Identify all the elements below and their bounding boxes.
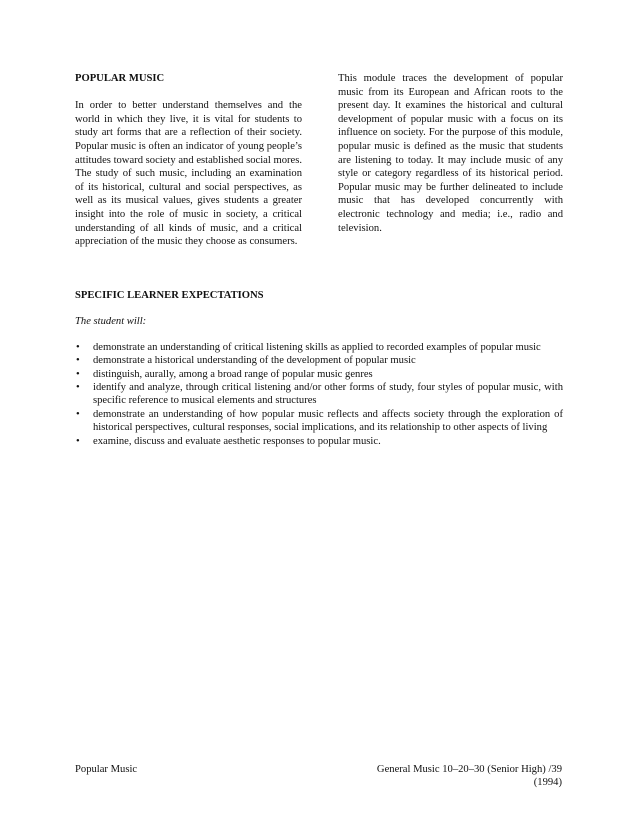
footer-page-reference: General Music 10–20–30 (Senior High) /39 <box>376 764 562 775</box>
list-item-text: demonstrate a historical understanding of the development of popular music <box>93 355 416 367</box>
bullet-icon: • <box>76 341 80 353</box>
footer-left: Popular Music <box>75 764 138 775</box>
expectations-list <box>75 341 563 448</box>
bullet-icon: • <box>76 355 80 367</box>
module-description-paragraph: This module traces the development of popular music from its European and African roots to the present day. It examines the historical and cultural development of popular music with a focus on its influence on society. For the purpose of this module, popular music is defined as the music that students are listening to today. It may include music of any style or category regardless of its historical period. Popular music may be further delineated to include music that has developed concurrently with electronic technology and media; i.e., radio and television. <box>338 73 563 234</box>
bullet-icon: • <box>76 435 80 447</box>
list-item-text: demonstrate an understanding of how popular music reflects and affects society through the exploration of historical perspectives, cultural responses, social implications, and its relationship to other aspects of living <box>93 408 563 434</box>
left-column <box>75 72 302 249</box>
expectations-title: SPECIFIC LEARNER EXPECTATIONS <box>75 290 264 301</box>
intro-paragraph: In order to better understand themselves and the world in which they live, it is vital for students to study art forms that are a reflection of their society. Popular music is often an indicator of young people’s attitudes toward society and established social mores. The study of such music, including an examination of its historical, cultural and social perspectives, as well as its musical values, gives students a greater insight into the role of music in society, a critical understanding of all kinds of music, and a critical appreciation of the music they choose as consumers. <box>75 100 302 248</box>
right-column <box>338 72 563 235</box>
section-title: POPULAR MUSIC <box>75 73 165 84</box>
bullet-icon: • <box>76 408 80 420</box>
list-item <box>75 341 563 354</box>
list-item-text: distinguish, aurally, among a broad range of popular music genres <box>93 368 373 380</box>
footer-right <box>377 763 562 790</box>
list-item <box>75 381 563 408</box>
list-item <box>75 354 563 367</box>
list-item-text: examine, discuss and evaluate aesthetic responses to popular music. <box>93 435 381 447</box>
footer-year: (1994) <box>533 777 562 789</box>
list-item <box>75 408 563 435</box>
list-item <box>75 435 563 448</box>
expectations-intro: The student will: <box>75 316 147 328</box>
bullet-icon: • <box>76 368 80 380</box>
list-item <box>75 368 563 381</box>
list-item-text: demonstrate an understanding of critical listening skills as applied to recorded examples of popular music <box>93 341 541 353</box>
bullet-icon: • <box>76 382 80 394</box>
list-item-text: identify and analyze, through critical listening and/or other forms of study, four styles of popular music, with specific reference to musical elements and structures <box>93 382 563 407</box>
learner-expectations-section <box>75 289 563 448</box>
